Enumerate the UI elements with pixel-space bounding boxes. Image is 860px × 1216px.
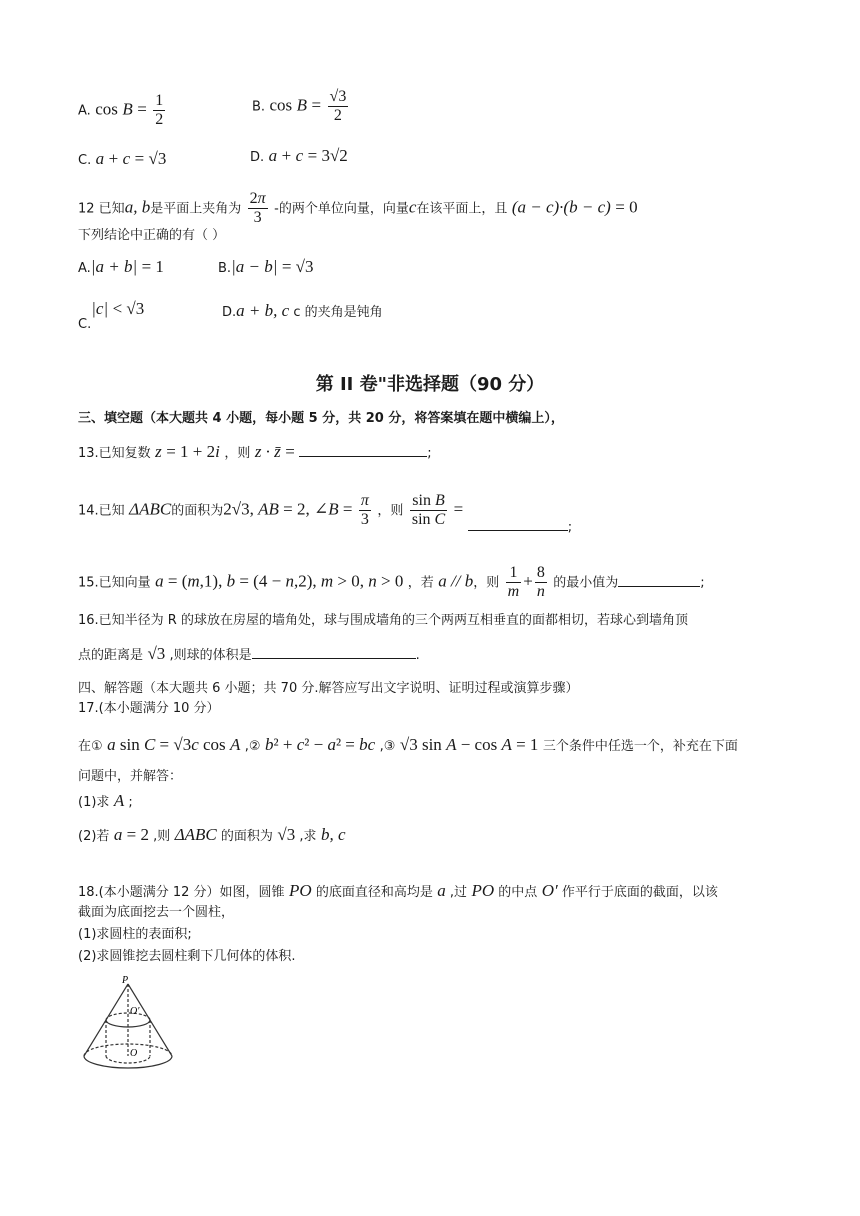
q12-option-a: A.|a + b| = 1 xyxy=(78,257,164,276)
cylinder-bottom xyxy=(106,1056,150,1063)
q11-option-b: B. cos B = $\frac{√3}{2}$ xyxy=(252,88,347,124)
q14: 14.已知 ΔABC的面积为2√3, AB = 2, ∠B = $\frac{\pi}{3}$ ，则 $\frac{\text{sin B}}{\text{sin C}}$ = ; xyxy=(78,492,573,535)
q12-prompt: 下列结论中正确的有（ ） xyxy=(78,228,226,243)
q17-part1: (1)求 A ; xyxy=(78,791,133,810)
q15: 15.已知向量 a = (m,1), b = (4 − n,2), m > 0, n > 0 ，若 a // b，则 $\frac{1}{m}$ + $\frac{8}{n}$ 的最小值为 ; xyxy=(78,564,705,600)
q18-part1: (1)求圆柱的表面积; xyxy=(78,927,192,942)
cone-base-front xyxy=(84,1056,172,1068)
q17-line2: 问题中，并解答： xyxy=(78,769,183,784)
fill-in-header: 三、填空题（本大题共 4 小题，每小题 5 分，共 20 分，将答案填在题中横编上）， xyxy=(78,411,564,426)
q11-option-c: C. a + c = √3 xyxy=(78,149,167,168)
q17-head: 17.(本小题满分 10 分） xyxy=(78,701,220,716)
q12-option-c: C.|c| < √3 xyxy=(78,299,145,332)
label-o-prime: O′ xyxy=(130,1006,140,1017)
label-o: O xyxy=(130,1048,138,1059)
q17-line1: 在① a sin C = √3c cos A ,② b² + c² − a² = bc ,③ √3 sin A − cos A = 1 三个条件中任选一个，补充在下面 xyxy=(78,735,738,754)
q12-option-b: B.|a − b| = √3 xyxy=(218,257,314,276)
q11-option-a: A. cos B = $\frac{1}{2}$ xyxy=(78,92,164,128)
q18-part2: (2)求圆锥挖去圆柱剩下几何体的体积. xyxy=(78,949,296,964)
q12-stem: 12 已知a, b是平面上夹角为 $\frac{2\pi}{3}$ -的两个单位向量，向量c在该平面上，且 (a − c)·(b − c) = 0 xyxy=(78,190,638,226)
q16-line1: 16.已知半径为 R 的球放在房屋的墙角处，球与围成墙角的三个两两互相垂直的面都相切，若球心到墙角顶 xyxy=(78,613,688,628)
q11-option-d: D. a + c = 3√2 xyxy=(250,146,348,165)
solve-header: 四、解答题（本大题共 6 小题；共 70 分.解答应写出文字说明、证明过程或演算步骤） xyxy=(78,681,579,696)
q13: 13.已知复数 z = 1 + 2i ，则 z · z̄ = ; xyxy=(78,442,432,461)
cone-cylinder-figure xyxy=(78,974,178,1080)
q18-line1: 18.(本小题满分 12 分）如图，圆锥 PO 的底面直径和高均是 a ,过 PO 的中点 O′ 作平行于底面的截面，以该 xyxy=(78,881,718,900)
label-p: P xyxy=(122,975,129,986)
q12-option-d: D.a + b, c c 的夹角是钝角 xyxy=(222,301,383,320)
section-title: 第 II 卷"非选择题（90 分） xyxy=(315,374,545,395)
q18-line2: 截面为底面挖去一个圆柱， xyxy=(78,905,235,920)
q16-line2: 点的距离是 √3 ,则球的体积是 . xyxy=(78,644,420,663)
q17-part2: (2)若 a = 2 ,则 ΔABC 的面积为 √3 ,求 b, c xyxy=(78,825,346,844)
